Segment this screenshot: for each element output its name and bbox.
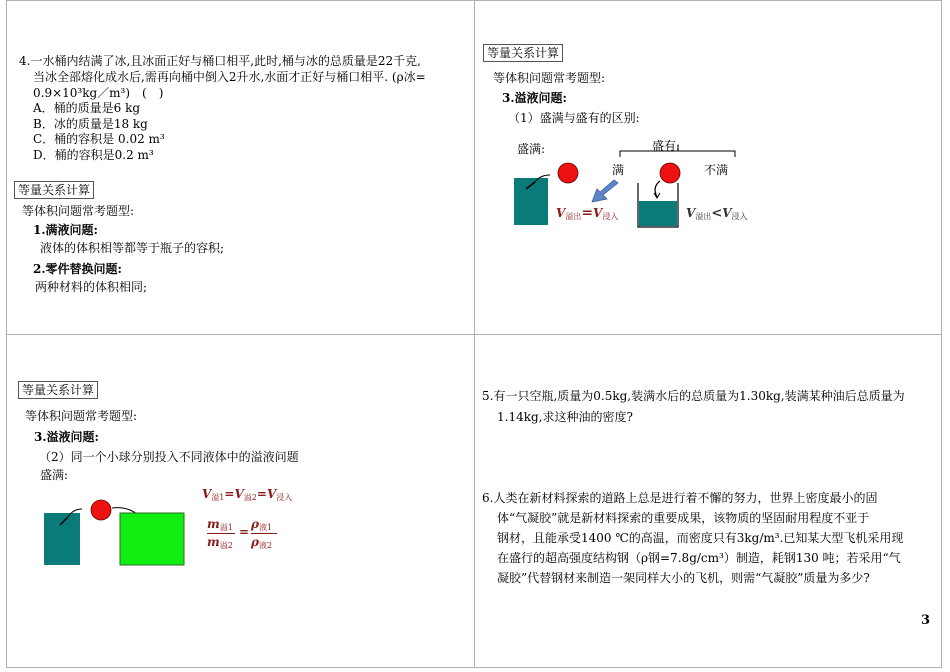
brace-icon (620, 145, 735, 157)
label-full-short: 满 (612, 163, 625, 177)
green-container (120, 513, 184, 565)
q4-line1: 4.一水桶内结满了冰,且冰面正好与桶口相平,此时,桶与冰的总质量是22千克, (19, 54, 421, 68)
subheading-2: （2）同一个小球分别投入不同液体中的溢液问题 (39, 450, 299, 464)
blue-arrow-icon (592, 180, 618, 202)
item1-text: 液体的体积相等都等于瓶子的容积; (40, 241, 225, 255)
equation-partial: $V_{溢出}<V_{浸入}$ (686, 206, 748, 221)
q4-option-a: A．桶的质量是6 kg (33, 101, 141, 115)
label-not-full: 不满 (704, 163, 729, 177)
section-tag: 等量关系计算 (483, 44, 563, 62)
subheading-1: （1）盛满与盛有的区别: (508, 111, 640, 125)
ball-icon (660, 163, 680, 183)
q5-line1: 5.有一只空瓶,质量为0.5kg,装满水后的总质量为1.30kg,装满某种油后总质量为 (482, 389, 905, 403)
label-has: 盛有: (652, 139, 681, 153)
item2-title: 2.零件替换问题: (33, 262, 122, 276)
horizontal-divider (6, 334, 942, 335)
page-number: 3 (921, 613, 931, 628)
q6-line3: 钢材，且能承受1400 ℃的高温，而密度只有3kg/m³.已知某大型飞机采用现 (497, 531, 904, 545)
q4-line3: 0.9×10³kg／m³) ( ) (33, 86, 164, 100)
item3-title: 3.溢液问题: (502, 91, 567, 105)
section-heading: 等体积问题常考题型: (493, 71, 606, 85)
item1-title: 1.满液问题: (33, 223, 98, 237)
q4-option-c: C．桶的容积是 0.02 m³ (33, 132, 165, 146)
equation-volumes: $V_{溢1}=V_{溢2}=V_{浸入}$ (202, 487, 293, 502)
section-heading: 等体积问题常考题型: (22, 204, 135, 218)
section-heading: 等体积问题常考题型: (25, 409, 138, 423)
label-full: 盛满: (517, 142, 546, 156)
q6-line1: 6.人类在新材料探索的道路上总是进行着不懈的努力，世界上密度最小的固 (482, 491, 878, 505)
label-full: 盛满: (40, 468, 69, 482)
q5-line2: 1.14kg,求这种油的密度? (497, 410, 633, 424)
ball-icon (558, 163, 578, 183)
q4-line2: 当冰全部熔化成水后,需再向桶中倒入2升水,水面才正好与桶口相平. (ρ冰= (33, 70, 426, 84)
ball-icon (91, 500, 111, 520)
teal-container (44, 513, 80, 565)
q4-option-b: B．冰的质量是18 kg (33, 117, 148, 131)
equation-full: $V_{溢出}=V_{浸入}$ (556, 205, 619, 221)
q6-line5: 凝胶”代替钢材来制造一架同样大小的飞机，则需“气凝胶”质量为多少? (497, 571, 870, 585)
overflow-diagram-2 (40, 495, 190, 570)
section-tag: 等量关系计算 (18, 381, 98, 399)
section-tag: 等量关系计算 (14, 181, 94, 199)
q6-line4: 在盛行的超高强度结构钢（ρ钢=7.8g/cm³）制造，耗钢130 吨；若采用“气 (497, 551, 901, 565)
item3-title: 3.溢液问题: (34, 430, 99, 444)
q6-line2: 体“气凝胶”就是新材料探索的重要成果，该物质的坚固耐用程度不亚于 (497, 511, 870, 525)
q4-option-d: D．桶的容积是0.2 m³ (33, 148, 154, 162)
beaker-liquid (639, 201, 677, 226)
item2-text: 两种材料的体积相同; (35, 280, 148, 294)
